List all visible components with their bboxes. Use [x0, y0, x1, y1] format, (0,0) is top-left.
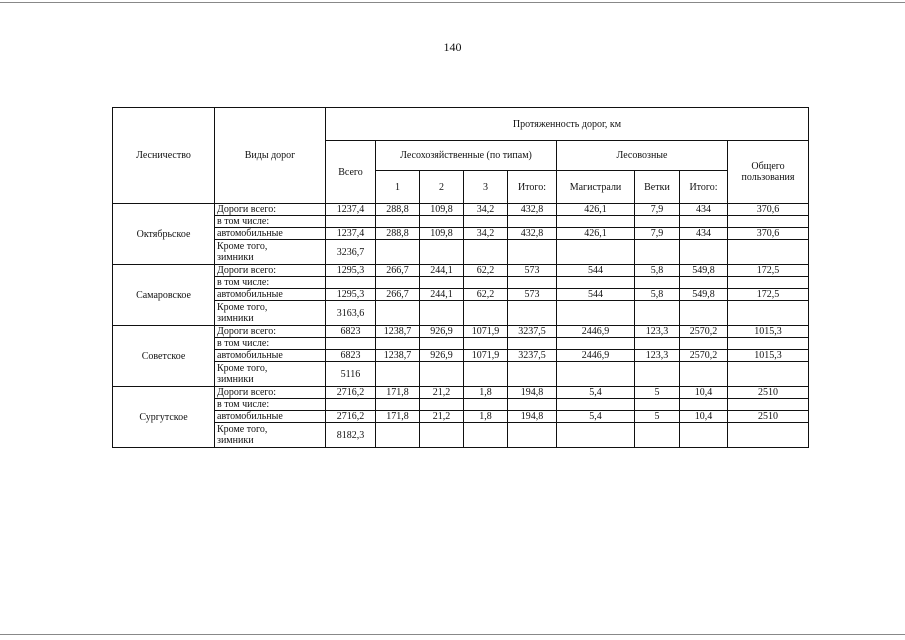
label-winter-line1: Кроме того, [217, 363, 268, 374]
cell-empty [464, 423, 508, 448]
label-including: в том числе: [215, 338, 326, 350]
label-roads-total: Дороги всего: [215, 204, 326, 216]
cell-empty [680, 338, 728, 350]
cell-motor: 2716,2 [326, 411, 376, 423]
cell-roads-total: 2510 [728, 387, 809, 399]
header-type-2: 2 [420, 171, 464, 204]
cell-empty [326, 277, 376, 289]
cell-empty [376, 362, 420, 387]
cell-empty [680, 362, 728, 387]
cell-empty [376, 216, 420, 228]
header-type-1: 1 [376, 171, 420, 204]
cell-roads-total: 426,1 [557, 204, 635, 216]
cell-motor: 34,2 [464, 228, 508, 240]
row-including [113, 277, 809, 289]
label-winter-line1: Кроме того, [217, 302, 268, 313]
header-subtotal-fh: Итого: [680, 171, 728, 204]
cell-empty [326, 338, 376, 350]
cell-roads-total: 926,9 [420, 326, 464, 338]
district-name: Советское [113, 326, 215, 387]
cell-motor: 1295,3 [326, 289, 376, 301]
cell-motor: 1,8 [464, 411, 508, 423]
cell-empty [680, 301, 728, 326]
cell-motor: 266,7 [376, 289, 420, 301]
cell-empty [728, 338, 809, 350]
header-forest-haul: Лесовозные [557, 141, 728, 171]
label-including: в том числе: [215, 216, 326, 228]
cell-roads-total: 370,6 [728, 204, 809, 216]
cell-motor: 109,8 [420, 228, 464, 240]
cell-roads-total: 2446,9 [557, 326, 635, 338]
row-winter [113, 240, 809, 265]
district-name: Самаровское [113, 265, 215, 326]
cell-roads-total: 544 [557, 265, 635, 277]
cell-motor: 3237,5 [508, 350, 557, 362]
row-winter [113, 423, 809, 448]
cell-roads-total: 2716,2 [326, 387, 376, 399]
cell-motor: 573 [508, 289, 557, 301]
cell-empty [420, 301, 464, 326]
cell-motor: 1071,9 [464, 350, 508, 362]
cell-roads-total: 7,9 [635, 204, 680, 216]
cell-motor: 549,8 [680, 289, 728, 301]
cell-roads-total: 549,8 [680, 265, 728, 277]
cell-motor: 10,4 [680, 411, 728, 423]
header-row-1 [113, 108, 809, 141]
cell-roads-total: 434 [680, 204, 728, 216]
cell-empty [464, 240, 508, 265]
cell-empty [635, 301, 680, 326]
cell-empty [557, 277, 635, 289]
cell-motor: 926,9 [420, 350, 464, 362]
cell-motor: 123,3 [635, 350, 680, 362]
header-branches: Ветки [635, 171, 680, 204]
cell-empty [508, 362, 557, 387]
cell-motor: 288,8 [376, 228, 420, 240]
row-motor [113, 350, 809, 362]
cell-motor: 172,5 [728, 289, 809, 301]
header-forestry: Лесничество [113, 108, 215, 204]
label-motor: автомобильные [215, 228, 326, 240]
cell-motor: 544 [557, 289, 635, 301]
label-roads-total: Дороги всего: [215, 265, 326, 277]
cell-empty [728, 277, 809, 289]
row-motor [113, 228, 809, 240]
cell-empty [728, 301, 809, 326]
label-including: в том числе: [215, 277, 326, 289]
cell-roads-total: 5 [635, 387, 680, 399]
cell-empty [635, 423, 680, 448]
label-winter-line2: зимники [217, 374, 254, 385]
cell-empty [680, 399, 728, 411]
header-total: Всего [326, 141, 376, 204]
cell-roads-total: 266,7 [376, 265, 420, 277]
cell-motor: 171,8 [376, 411, 420, 423]
cell-motor: 370,6 [728, 228, 809, 240]
label-winter [215, 423, 326, 448]
label-winter-line2: зимники [217, 313, 254, 324]
label-winter [215, 301, 326, 326]
district-name: Октябрьское [113, 204, 215, 265]
scan-edge-bottom [0, 634, 905, 635]
cell-empty [557, 301, 635, 326]
cell-motor: 244,1 [420, 289, 464, 301]
cell-roads-total: 123,3 [635, 326, 680, 338]
cell-empty [557, 399, 635, 411]
cell-empty [508, 301, 557, 326]
cell-empty [635, 338, 680, 350]
cell-empty [508, 423, 557, 448]
cell-roads-total: 573 [508, 265, 557, 277]
row-including [113, 399, 809, 411]
label-including: в том числе: [215, 399, 326, 411]
row-including [113, 338, 809, 350]
cell-roads-total: 3237,5 [508, 326, 557, 338]
cell-motor: 1238,7 [376, 350, 420, 362]
cell-motor: 62,2 [464, 289, 508, 301]
row-winter [113, 362, 809, 387]
label-winter-line1: Кроме того, [217, 241, 268, 252]
cell-motor: 426,1 [557, 228, 635, 240]
cell-roads-total: 172,5 [728, 265, 809, 277]
cell-roads-total: 171,8 [376, 387, 420, 399]
cell-roads-total: 1237,4 [326, 204, 376, 216]
cell-empty [376, 240, 420, 265]
cell-empty [680, 423, 728, 448]
cell-roads-total: 1,8 [464, 387, 508, 399]
district-name: Сургутское [113, 387, 215, 448]
road-length-table [112, 107, 809, 448]
cell-empty [420, 338, 464, 350]
label-winter-line1: Кроме того, [217, 424, 268, 435]
cell-empty [420, 216, 464, 228]
cell-roads-total: 62,2 [464, 265, 508, 277]
cell-empty [635, 240, 680, 265]
cell-empty [508, 338, 557, 350]
cell-roads-total: 10,4 [680, 387, 728, 399]
scan-edge-top [0, 2, 905, 3]
header-type-3: 3 [464, 171, 508, 204]
label-motor: автомобильные [215, 350, 326, 362]
cell-roads-total: 109,8 [420, 204, 464, 216]
row-winter [113, 301, 809, 326]
cell-motor: 7,9 [635, 228, 680, 240]
cell-empty [420, 399, 464, 411]
cell-empty [420, 277, 464, 289]
cell-roads-total: 1015,3 [728, 326, 809, 338]
row-motor [113, 411, 809, 423]
cell-empty [376, 399, 420, 411]
cell-winter: 3163,6 [326, 301, 376, 326]
cell-empty [680, 277, 728, 289]
cell-empty [557, 338, 635, 350]
cell-motor: 432,8 [508, 228, 557, 240]
label-winter-line2: зимники [217, 435, 254, 446]
cell-roads-total: 5,8 [635, 265, 680, 277]
cell-motor: 21,2 [420, 411, 464, 423]
cell-winter: 5116 [326, 362, 376, 387]
cell-motor: 1237,4 [326, 228, 376, 240]
cell-roads-total: 194,8 [508, 387, 557, 399]
page-number: 140 [443, 40, 462, 54]
cell-motor: 194,8 [508, 411, 557, 423]
cell-empty [635, 362, 680, 387]
cell-roads-total: 1295,3 [326, 265, 376, 277]
cell-roads-total: 6823 [326, 326, 376, 338]
cell-roads-total: 1071,9 [464, 326, 508, 338]
cell-empty [557, 362, 635, 387]
cell-motor: 6823 [326, 350, 376, 362]
cell-roads-total: 1238,7 [376, 326, 420, 338]
cell-empty [420, 423, 464, 448]
header-public-use: Общего пользования [728, 141, 809, 204]
cell-empty [557, 423, 635, 448]
cell-empty [728, 240, 809, 265]
label-roads-total: Дороги всего: [215, 326, 326, 338]
cell-motor: 5 [635, 411, 680, 423]
cell-empty [376, 423, 420, 448]
cell-roads-total: 432,8 [508, 204, 557, 216]
row-roads-total [113, 265, 809, 277]
cell-empty [728, 216, 809, 228]
cell-empty [728, 399, 809, 411]
cell-empty [728, 362, 809, 387]
cell-roads-total: 34,2 [464, 204, 508, 216]
cell-empty [557, 240, 635, 265]
header-road-types: Виды дорог [215, 108, 326, 204]
cell-motor: 434 [680, 228, 728, 240]
cell-empty [464, 338, 508, 350]
cell-roads-total: 21,2 [420, 387, 464, 399]
label-motor: автомобильные [215, 289, 326, 301]
cell-empty [326, 216, 376, 228]
cell-motor: 2570,2 [680, 350, 728, 362]
row-roads-total [113, 204, 809, 216]
row-including [113, 216, 809, 228]
cell-roads-total: 288,8 [376, 204, 420, 216]
cell-winter: 8182,3 [326, 423, 376, 448]
label-winter-line2: зимники [217, 252, 254, 263]
cell-empty [376, 277, 420, 289]
cell-empty [680, 240, 728, 265]
cell-empty [635, 216, 680, 228]
cell-empty [464, 399, 508, 411]
cell-motor: 2510 [728, 411, 809, 423]
cell-empty [508, 240, 557, 265]
row-roads-total [113, 326, 809, 338]
header-forest-management: Лесохозяйственные (по типам) [376, 141, 557, 171]
cell-empty [635, 399, 680, 411]
cell-empty [464, 301, 508, 326]
cell-empty [508, 399, 557, 411]
cell-roads-total: 2570,2 [680, 326, 728, 338]
cell-empty [508, 277, 557, 289]
cell-motor: 5,4 [557, 411, 635, 423]
cell-empty [508, 216, 557, 228]
cell-empty [680, 216, 728, 228]
cell-empty [464, 362, 508, 387]
cell-roads-total: 244,1 [420, 265, 464, 277]
cell-empty [376, 301, 420, 326]
cell-empty [326, 399, 376, 411]
cell-roads-total: 5,4 [557, 387, 635, 399]
cell-motor: 5,8 [635, 289, 680, 301]
header-length: Протяженность дорог, км [326, 108, 809, 141]
label-winter [215, 362, 326, 387]
cell-empty [635, 277, 680, 289]
cell-empty [420, 362, 464, 387]
row-motor [113, 289, 809, 301]
cell-motor: 1015,3 [728, 350, 809, 362]
label-roads-total: Дороги всего: [215, 387, 326, 399]
cell-empty [557, 216, 635, 228]
cell-empty [376, 338, 420, 350]
row-roads-total [113, 387, 809, 399]
cell-empty [420, 240, 464, 265]
cell-empty [464, 216, 508, 228]
header-mainlines: Магистрали [557, 171, 635, 204]
label-winter [215, 240, 326, 265]
cell-empty [464, 277, 508, 289]
cell-winter: 3236,7 [326, 240, 376, 265]
cell-empty [728, 423, 809, 448]
cell-motor: 2446,9 [557, 350, 635, 362]
label-motor: автомобильные [215, 411, 326, 423]
header-subtotal-fm: Итого: [508, 171, 557, 204]
